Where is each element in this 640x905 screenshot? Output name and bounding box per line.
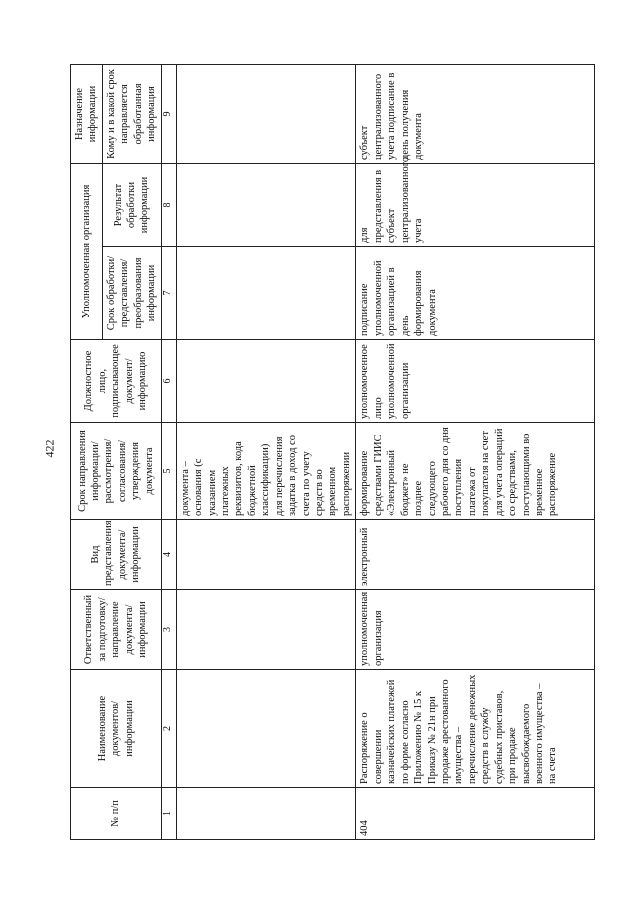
table-cell — [176, 164, 356, 247]
table-row-404 — [356, 65, 595, 840]
header-group-authorized-org: Уполномоченная организация — [71, 164, 103, 340]
rotated-table-wrapper — [70, 65, 590, 840]
procedure-table — [70, 64, 595, 840]
header-recipient: Кому и в какой срок направляется обработанная информация — [102, 65, 161, 164]
table-cell: документа – основания (с указанием платежных реквизитов, кода бюджетной классификации) для перечисления задатка в доход со счета по учету средств во временном распоряжении — [176, 423, 356, 520]
table-cell — [176, 520, 356, 590]
table-cell: уполномоченная организация — [356, 590, 595, 670]
table-cell: 404 — [356, 788, 595, 840]
column-number: 1 — [161, 788, 176, 840]
table-cell: для представления в субъект централизованного учета — [356, 164, 595, 247]
header-presentation-type: Вид представления документа/ информации — [71, 520, 162, 590]
table-cell: Распоряжение о совершении казначейских платежей по форме согласно Приложению № 15 к Приказу № 21н при продаже арестованного имущества – перечисление денежных средств в службу судебных приставов, при продаже высвобождаемого военного имущества – на счета — [356, 670, 595, 788]
header-number: № п/п — [71, 788, 162, 840]
table-cell: уполномоченное лицо уполномоченной организации — [356, 340, 595, 423]
header-responsible: Ответственный за подготовку/ направление документа/ информации — [71, 590, 162, 670]
table-cell — [176, 788, 356, 840]
header-processing-term: Срок обработки/ представления/ преобразования информации — [102, 247, 161, 340]
table-cell: формирование средствами ГИИС «Электронный бюджет» не позднее следующего рабочего дня со дня поступления платежа от покупателя на счет для учета операций со средствами, поступающими во временное распоряжение — [356, 423, 595, 520]
table-cell — [176, 247, 356, 340]
table-cell — [176, 670, 356, 788]
header-official: Должностное лицо, подписывающее документ/ информацию — [71, 340, 162, 423]
table-cell: субъект централизованного учета подписание в день получения документа — [356, 65, 595, 164]
table-cell — [176, 65, 356, 164]
header-document-name: Наименование документов/ информации — [71, 670, 162, 788]
table-row-continuation — [176, 65, 356, 840]
table-cell — [176, 590, 356, 670]
table-cell: подписание уполномоченной организацией в день формирования документа — [356, 247, 595, 340]
column-number: 2 — [161, 670, 176, 788]
column-number: 8 — [161, 164, 176, 247]
column-number: 3 — [161, 590, 176, 670]
header-group-purpose: Назначение информации — [71, 65, 103, 164]
column-number: 4 — [161, 520, 176, 590]
page-number: 422 — [42, 439, 57, 458]
table-cell — [176, 340, 356, 423]
column-number: 6 — [161, 340, 176, 423]
column-number: 5 — [161, 423, 176, 520]
header-deadline: Срок направления информации/ рассмотрения/ согласования/ утверждения документа — [71, 423, 162, 520]
header-processing-result: Результат обработки информации — [102, 164, 161, 247]
column-number: 7 — [161, 247, 176, 340]
column-number: 9 — [161, 65, 176, 164]
table-cell: электронный — [356, 520, 595, 590]
